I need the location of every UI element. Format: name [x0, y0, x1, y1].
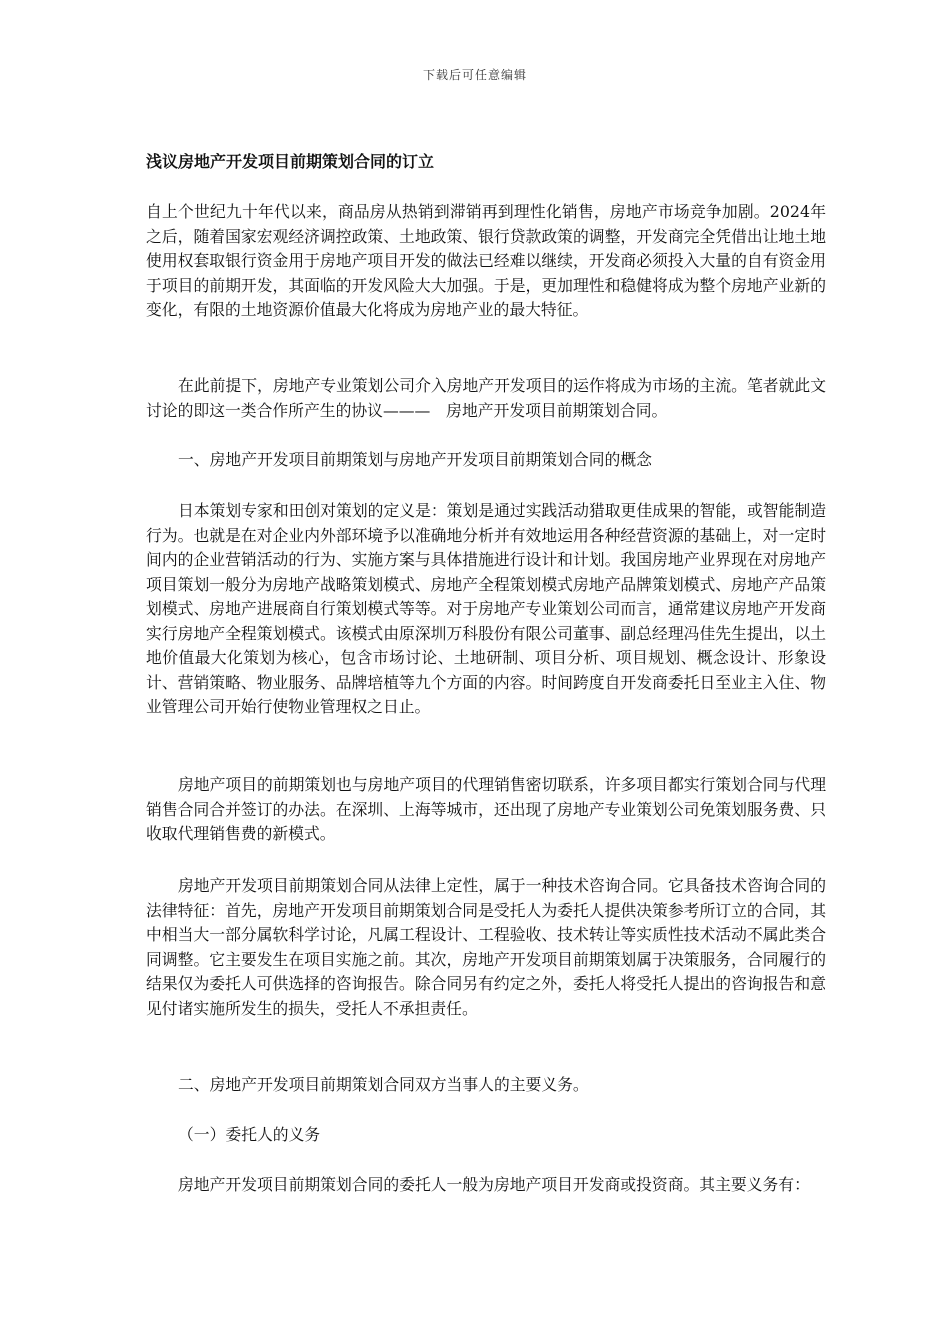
page-header: 下载后可任意编辑: [422, 68, 527, 82]
document-title: 浅议房地产开发项目前期策划合同的订立: [146, 152, 435, 171]
paragraph-intro: 自上个世纪九十年代以来，商品房从热销到滞销再到理性化销售，房地产市场竞争加剧。2024年之后，随着国家宏观经济调控政策、土地政策、银行贷款政策的调整，开发商完全凭借出让地土地使用权套取银行资金用于房地产项目开发的做法已经难以继续，开发商必须投入大量的自有资金用于项目的前期开发，其面临的开发风险大大加强。于是，更加理性和稳健将成为整个房地产业新的变化，有限的土地资源价值最大化将成为房地产业的最大特征。: [146, 202, 826, 319]
section-heading-1: 一、房地产开发项目前期策划与房地产开发项目前期策划合同的概念: [178, 450, 652, 469]
paragraph-premise: 在此前提下，房地产专业策划公司介入房地产开发项目的运作将成为市场的主流。笔者就此文讨论的即这一类合作所产生的协议——— 房地产开发项目前期策划合同。: [146, 376, 826, 420]
paragraph-client-duties: 房地产开发项目前期策划合同的委托人一般为房地产项目开发商或投资商。其主要义务有：: [178, 1175, 810, 1194]
paragraph-agency-sales: 房地产项目的前期策划也与房地产项目的代理销售密切联系，许多项目都实行策划合同与代理销售合同合并签订的办法。在深圳、上海等城市，还出现了房地产专业策划公司免策划服务费、只收取代理销售费的新模式。: [146, 775, 826, 843]
section-heading-2: 二、房地产开发项目前期策划合同双方当事人的主要义务。: [178, 1075, 589, 1094]
paragraph-legal-nature: 房地产开发项目前期策划合同从法律上定性，属于一种技术咨询合同。它具备技术咨询合同的法律特征：首先，房地产开发项目前期策划合同是受托人为委托人提供决策参考所订立的合同，其中相当大一部分属软科学讨论，凡属工程设计、工程验收、技术转让等实质性技术活动不属此类合同调整。它主要发生在项目实施之前。其次，房地产开发项目前期策划属于决策服务，合同履行的结果仅为委托人可供选择的咨询报告。除合同另有约定之外，委托人将受托人提出的咨询报告和意见付诸实施所发生的损失，受托人不承担责任。: [146, 876, 826, 1018]
subsection-heading-1: （一）委托人的义务: [178, 1125, 321, 1144]
paragraph-definition: 日本策划专家和田创对策划的定义是：策划是通过实践活动猎取更佳成果的智能，或智能制造行为。也就是在对企业内外部环境予以准确地分析并有效地运用各种经营资源的基础上，对一定时间内的企业营销活动的行为、实施方案与具体措施进行设计和计划。我国房地产业界现在对房地产项目策划一般分为房地产战略策划模式、房地产全程策划模式房地产品牌策划模式、房地产产品策划模式、房地产进展商自行策划模式等等。对于房地产专业策划公司而言，通常建议房地产开发商实行房地产全程策划模式。该模式由原深圳万科股份有限公司董事、副总经理冯佳先生提出，以土地价值最大化策划为核心，包含市场讨论、土地研制、项目分析、项目规划、概念设计、形象设计、营销策略、物业服务、品牌培植等九个方面的内容。时间跨度自开发商委托日至业主入住、物业管理公司开始行使物业管理权之日止。: [146, 501, 826, 716]
